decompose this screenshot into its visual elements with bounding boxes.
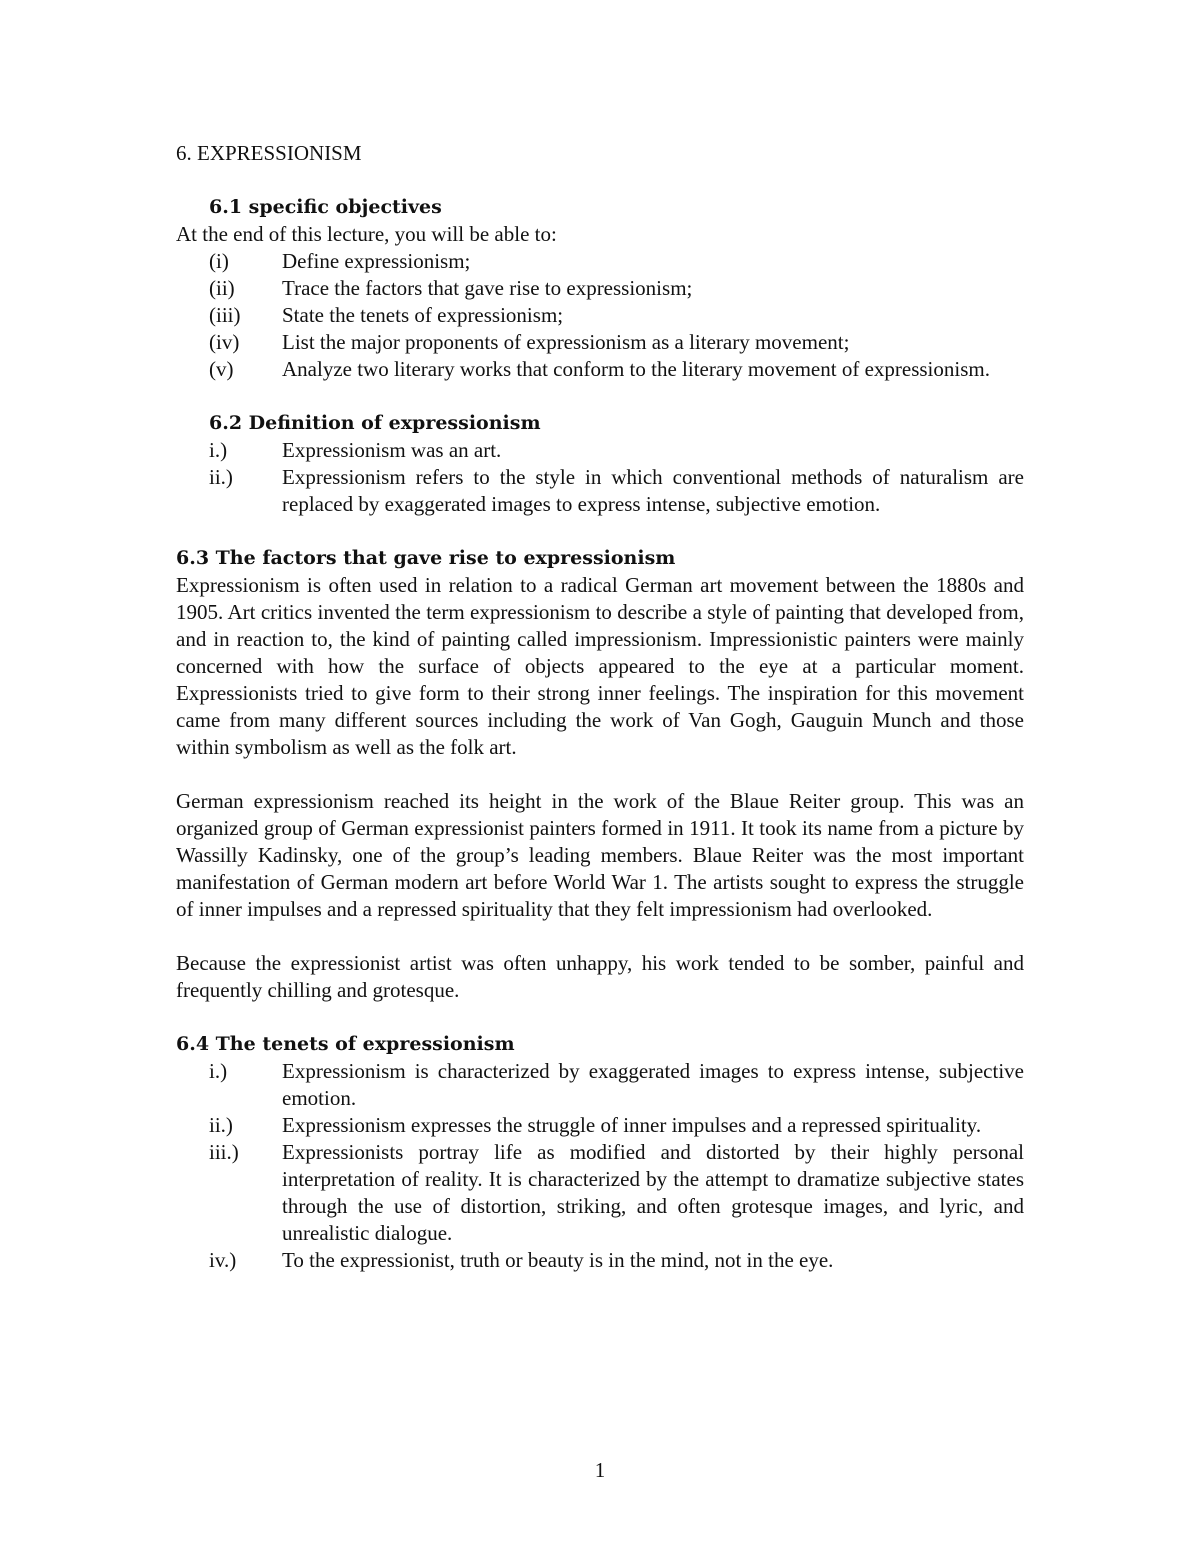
list-item-text: Trace the factors that gave rise to expressionism; xyxy=(282,276,693,300)
factors-paragraph-2: German expressionism reached its height in the work of the Blaue Reiter group. This was an organized group of German expressionist painters formed in 1911. It took its name from a picture by Wassilly Kadinsky, one of the group’s leading members. Blaue Reiter was the most important manifestation of German modern art before World War 1. The artists sought to express the struggle of inner impulses and a repressed spirituality that they felt impressionism had overlooked. xyxy=(176,789,1024,921)
factors-paragraph-1: Expressionism is often used in relation to a radical German art movement between the 1880s and 1905. Art critics invented the term expressionism to describe a style of painting that developed from, and in reaction to, the kind of painting called impressionism. Impressionistic painters were mainly concerned with how the surface of objects appeared to the eye at a particular moment. Expressionists tried to give form to their strong inner feelings. The inspiration for this movement came from many different sources including the work of Van Gogh, Gauguin Munch and those within symbolism as well as the folk art. xyxy=(176,573,1024,759)
list-item xyxy=(176,302,1024,329)
list-marker: (ii) xyxy=(209,276,235,300)
list-marker: (v) xyxy=(209,357,234,381)
list-item xyxy=(176,1058,1024,1112)
list-item-text: State the tenets of expressionism; xyxy=(282,303,564,327)
list-item xyxy=(176,464,1024,518)
list-item-text: Expressionism is characterized by exaggerated images to express intense, subjective emotion. xyxy=(282,1059,1024,1110)
list-item xyxy=(176,356,1024,383)
list-marker: (iii) xyxy=(209,303,241,327)
section-definition-heading: 6.2 Definition of expressionism xyxy=(209,412,541,434)
list-marker: ii.) xyxy=(209,1113,233,1137)
list-item xyxy=(176,1139,1024,1247)
list-item xyxy=(176,248,1024,275)
page-number: 1 xyxy=(594,1458,606,1482)
section-tenets-heading: 6.4 The tenets of expressionism xyxy=(176,1033,515,1055)
spacer xyxy=(176,383,1024,410)
tenets-list xyxy=(176,1058,1024,1274)
definition-list xyxy=(176,437,1024,518)
list-item-text: List the major proponents of expressionism as a literary movement; xyxy=(282,330,850,354)
list-marker: i.) xyxy=(209,1059,228,1083)
list-item-text: Expressionism expresses the struggle of inner impulses and a repressed spirituality. xyxy=(282,1113,982,1137)
list-item xyxy=(176,1112,1024,1139)
list-marker: (i) xyxy=(209,249,229,273)
list-item-text: To the expressionist, truth or beauty is in the mind, not in the eye. xyxy=(282,1248,834,1272)
list-item xyxy=(176,329,1024,356)
objectives-intro: At the end of this lecture, you will be able to: xyxy=(176,222,557,246)
list-item-text: Analyze two literary works that conform to the literary movement of expressionism. xyxy=(282,357,990,381)
list-marker: iii.) xyxy=(209,1140,239,1164)
list-marker: (iv) xyxy=(209,330,240,354)
spacer xyxy=(176,1004,1024,1031)
spacer xyxy=(176,761,1024,788)
list-item-text: Expressionism was an art. xyxy=(282,438,502,462)
list-item-text: Expressionists portray life as modified and distorted by their highly personal interpretation of reality. It is characterized by the attempt to dramatize subjective states through the use of distortion, striking, and often grotesque images, and lyric, and unrealistic dialogue. xyxy=(282,1140,1024,1245)
document-page xyxy=(176,140,1024,1274)
spacer xyxy=(176,518,1024,545)
section-objectives-heading: 6.1 specific objectives xyxy=(209,196,442,218)
list-item xyxy=(176,1247,1024,1274)
factors-paragraph-3: Because the expressionist artist was often unhappy, his work tended to be somber, painful and frequently chilling and grotesque. xyxy=(176,951,1024,1002)
section-factors-heading: 6.3 The factors that gave rise to expressionism xyxy=(176,547,676,569)
chapter-heading: 6. EXPRESSIONISM xyxy=(176,141,362,165)
list-item xyxy=(176,275,1024,302)
list-item-text: Expressionism refers to the style in which conventional methods of naturalism are replaced by exaggerated images to express intense, subjective emotion. xyxy=(282,465,1024,516)
objectives-list xyxy=(176,248,1024,383)
list-marker: i.) xyxy=(209,438,228,462)
spacer xyxy=(176,923,1024,950)
list-item xyxy=(176,437,1024,464)
list-marker: iv.) xyxy=(209,1248,237,1272)
list-marker: ii.) xyxy=(209,465,233,489)
list-item-text: Define expressionism; xyxy=(282,249,471,273)
